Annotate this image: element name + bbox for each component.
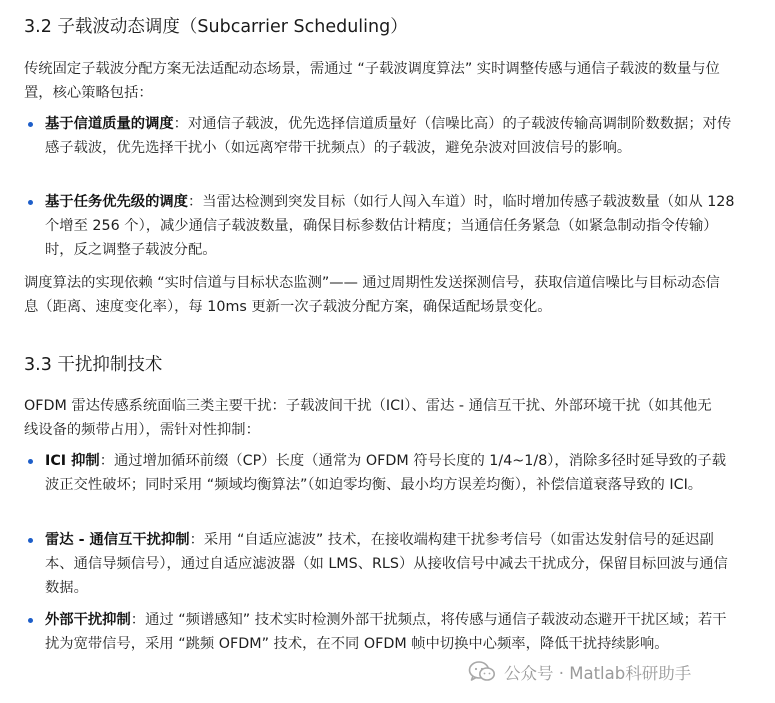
section-heading-3-3: 3.3 干扰抑制技术 (24, 355, 163, 375)
item-body: ：对通信子载波，优先选择信道质量好（信噪比高）的子载波传输高调制阶数数据；对传感子载波，优先选择干扰小（如远离窄带干扰频点）的子载波，避免杂波对回波信号的影响。 (45, 116, 732, 156)
item-body: ：通过 “频谱感知” 技术实时检测外部干扰频点，将传感与通信子载波动态避开干扰区域；若干扰为宽带信号，采用 “跳频 OFDM” 技术，在不同 OFDM 帧中切换中心频率，降低干扰持续影响。 (45, 612, 727, 652)
bullet-dot (28, 122, 33, 127)
item-title: 外部干扰抑制 (45, 612, 131, 628)
list-item (24, 449, 736, 497)
list-item (24, 608, 736, 656)
section-3-2-outro: 调度算法的实现依赖 “实时信道与目标状态监测”—— 通过周期性发送探测信号，获取信道信噪比与目标动态信息（距离、速度变化率），每 10ms 更新一次子载波分配方案，确保适配场景变化。 (24, 275, 720, 315)
item-title: 基于任务优先级的调度 (45, 194, 188, 210)
watermark-text: 公众号 · Matlab科研助手 (504, 664, 692, 683)
item-body: ：通过增加循环前缀（CP）长度（通常为 OFDM 符号长度的 1/4~1/8），消除多径时延导致的子载波正交性破坏；同时采用 “频域均衡算法”（如迫零均衡、最小均方误差均衡），补偿信道衰落导致的 ICI。 (45, 453, 726, 493)
bullet-dot (28, 538, 33, 543)
item-title: 基于信道质量的调度 (45, 116, 174, 132)
section-3-3-intro: OFDM 雷达传感系统面临三类主要干扰：子载波间干扰（ICI）、雷达 - 通信互干扰、外部环境干扰（如其他无线设备的频带占用），需针对性抑制： (24, 398, 712, 438)
wechat-icon (468, 660, 496, 684)
bullet-dot (28, 618, 33, 623)
list-item (24, 112, 736, 160)
list-item (24, 528, 736, 600)
section-3-2-intro: 传统固定子载波分配方案无法适配动态场景，需通过 “子载波调度算法” 实时调整传感与通信子载波的数量与位置，核心策略包括： (24, 61, 720, 101)
list-item (24, 190, 736, 262)
item-title: 雷达 - 通信互干扰抑制 (45, 532, 190, 548)
bullet-dot (28, 200, 33, 205)
watermark (468, 658, 691, 686)
item-title: ICI 抑制 (45, 453, 100, 469)
item-body: ：当雷达检测到突发目标（如行人闯入车道）时，临时增加传感子载波数量（如从 128 个增至 256 个），减少通信子载波数量，确保目标参数估计精度；当通信任务紧急（如紧急制动指令传输）时，反之调整子载波分配。 (45, 194, 735, 258)
item-body: ：采用 “自适应滤波” 技术，在接收端构建干扰参考信号（如雷达发射信号的延迟副本、通信导频信号），通过自适应滤波器（如 LMS、RLS）从接收信号中减去干扰成分，保留目标回波与通信数据。 (45, 532, 728, 596)
section-heading-3-2: 3.2 子载波动态调度（Subcarrier Scheduling） (24, 17, 408, 37)
bullet-dot (28, 459, 33, 464)
